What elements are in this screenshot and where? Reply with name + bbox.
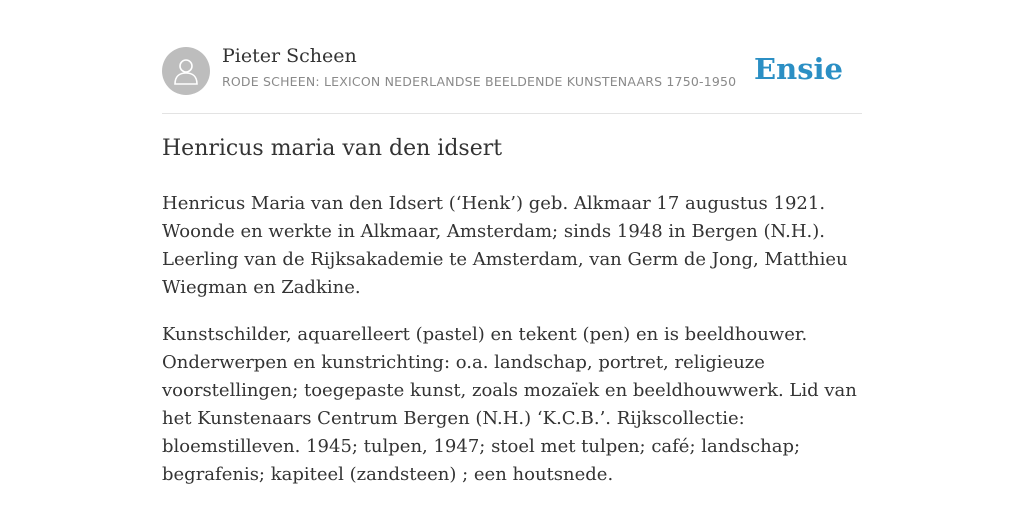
author-name[interactable]: Pieter Scheen (222, 45, 357, 67)
article-header (162, 0, 862, 114)
article-card (162, 0, 862, 485)
article-body (162, 190, 874, 508)
article-paragraph: Henricus Maria van den Idsert (‘Henk’) geb. Alkmaar 17 augustus 1921. Woonde en werkte in Alkmaar, Amsterdam; sinds 1948 in Bergen (N.H.). Leerling van de Rijksakademie te Amsterdam, van Germ de Jong, Matthieu Wiegman en Zadkine. (162, 193, 848, 298)
user-silhouette-icon (173, 57, 199, 85)
author-avatar[interactable] (162, 47, 210, 95)
ensie-logo[interactable]: Ensie (754, 52, 843, 86)
article-paragraph: Kunstschilder, aquarelleert (pastel) en tekent (pen) en is beeldhouwer. Onderwerpen en kunstrichting: o.a. landschap, portret, religieuze voorstellingen; toegepaste kunst, zoals mozaïek en beeldhouwwerk. Lid van het Kunstenaars Centrum Bergen (N.H.) ‘K.C.B.’. Rijkscollectie: bloemstilleven. 1945; tulpen, 1947; stoel met tulpen; café; landschap; begrafenis; kapiteel (zandsteen) ; een houtsnede. (162, 324, 857, 485)
article-title: Henricus maria van den idsert (162, 136, 503, 161)
source-title[interactable]: RODE SCHEEN: LEXICON NEDERLANDSE BEELDENDE KUNSTENAARS 1750-1950 (222, 74, 737, 89)
